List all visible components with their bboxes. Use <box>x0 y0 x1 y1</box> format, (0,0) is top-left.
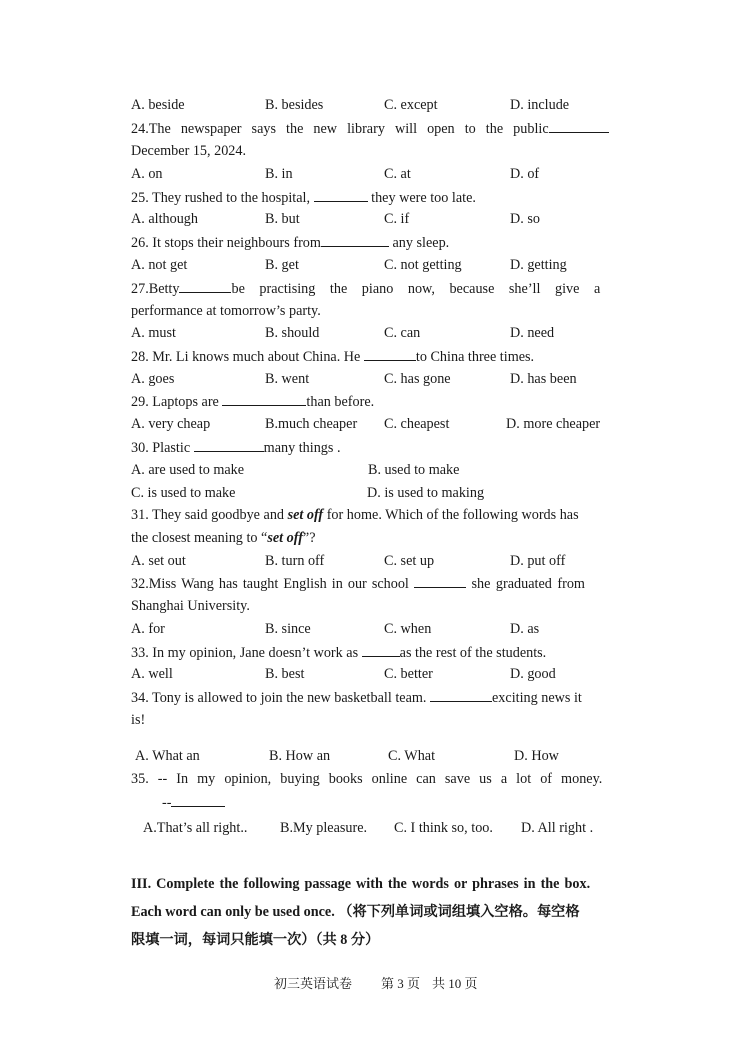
q35-option-b: B.My pleasure. <box>280 820 368 836</box>
q30-option-b: B. used to make <box>368 462 460 478</box>
footer-total-pages: 共 10 页 <box>432 976 478 991</box>
q25-option-c: C. if <box>384 211 410 227</box>
answer-blank <box>362 643 400 657</box>
q23-option-b: B. besides <box>265 97 324 113</box>
q25-question: 25. They rushed to the hospital, they were too late. <box>131 190 476 206</box>
q25-option-b: B. but <box>265 211 300 227</box>
q28-option-d: D. has been <box>510 371 577 387</box>
q27-option-d: D. need <box>510 325 555 341</box>
q29-question: 29. Laptops are than before. <box>131 394 375 410</box>
q32-option-a: A. for <box>131 621 165 637</box>
q32-question-cont: Shanghai University. <box>131 598 250 614</box>
q24-option-c: C. at <box>384 166 411 182</box>
q24-question-cont: December 15, 2024. <box>131 143 247 159</box>
q27-option-b: B. should <box>265 325 320 341</box>
q28-option-b: B. went <box>265 371 310 387</box>
q25-option-a: A. although <box>131 211 198 227</box>
answer-blank <box>364 347 416 361</box>
q35-question: 35. -- In my opinion, buying books online can save us a lot of money. <box>131 771 603 787</box>
q33-question: 33. In my opinion, Jane doesn’t work as as the rest of the students. <box>131 645 547 661</box>
footer-page-number: 第 3 页 <box>381 976 421 991</box>
q25-option-d: D. so <box>510 211 540 227</box>
section3-instruction-line1: III. Complete the following passage with the words or phrases in the box. <box>131 876 591 892</box>
footer-exam-title: 初三英语试卷 <box>274 976 353 991</box>
q30-question: 30. Plastic many things . <box>131 440 341 456</box>
q27-question: 27.Betty be practising the piano now, because she’ll give a <box>131 281 601 297</box>
q34-option-b: B. How an <box>269 748 331 764</box>
q26-option-a: A. not get <box>131 257 188 273</box>
answer-blank <box>222 392 306 406</box>
q35-option-c: C. I think so, too. <box>394 820 493 836</box>
answer-blank <box>414 574 466 588</box>
q27-option-c: C. can <box>384 325 421 341</box>
section3-instruction-line3: 限填一词，每词只能填一次）（共 8 分） <box>131 932 380 948</box>
answer-blank <box>194 438 264 452</box>
q32-option-d: D. as <box>510 621 540 637</box>
q34-option-a: A. What an <box>135 748 200 764</box>
q28-option-c: C. has gone <box>384 371 451 387</box>
q29-option-b: B.much cheaper <box>265 416 358 432</box>
q26-question: 26. It stops their neighbours from any sleep. <box>131 235 450 251</box>
q24-option-b: B. in <box>265 166 293 182</box>
q28-question: 28. Mr. Li knows much about China. He to China three times. <box>131 349 535 365</box>
q33-option-d: D. good <box>510 666 556 682</box>
q32-option-c: C. when <box>384 621 432 637</box>
q24-option-a: A. on <box>131 166 163 182</box>
q24-option-d: D. of <box>510 166 540 182</box>
answer-blank <box>171 793 225 807</box>
q30-option-a: A. are used to make <box>131 462 245 478</box>
q32-option-b: B. since <box>265 621 311 637</box>
q30-option-d: D. is used to making <box>367 485 485 501</box>
q31-question-cont: the closest meaning to “set off”? <box>131 530 316 546</box>
q31-option-b: B. turn off <box>265 553 325 569</box>
q33-option-b: B. best <box>265 666 305 682</box>
q27-option-a: A. must <box>131 325 176 341</box>
q35-reply: -- <box>162 793 242 812</box>
answer-blank <box>179 279 231 293</box>
q24-question: 24.The newspaper says the new library will open to the public <box>131 119 621 138</box>
q32-question: 32.Miss Wang has taught English in our school she graduated from <box>131 576 585 592</box>
q35-option-a: A.That’s all right.. <box>143 820 248 836</box>
q26-option-c: C. not getting <box>384 257 462 273</box>
q31-question: 31. They said goodbye and set off for home. Which of the following words has <box>131 507 579 523</box>
q27-question-cont: performance at tomorrow’s party. <box>131 303 321 319</box>
q31-option-c: C. set up <box>384 553 435 569</box>
q30-option-c: C. is used to make <box>131 485 236 501</box>
answer-blank <box>314 188 368 202</box>
q23-option-c: C. except <box>384 97 438 113</box>
q28-option-a: A. goes <box>131 371 175 387</box>
section3-instruction-line2: Each word can only be used once. （将下列单词或词组填入空格。每空格 <box>131 904 580 920</box>
q31-option-d: D. put off <box>510 553 566 569</box>
q33-option-a: A. well <box>131 666 173 682</box>
q23-option-a: A. beside <box>131 97 185 113</box>
q35-option-d: D. All right . <box>521 820 594 836</box>
answer-blank <box>321 233 389 247</box>
q26-option-b: B. get <box>265 257 299 273</box>
answer-blank <box>430 688 492 702</box>
q34-option-d: D. How <box>514 748 559 764</box>
q31-option-a: A. set out <box>131 553 186 569</box>
q29-option-c: C. cheapest <box>384 416 450 432</box>
q34-option-c: C. What <box>388 748 436 764</box>
answer-blank <box>549 119 609 133</box>
q29-option-a: A. very cheap <box>131 416 211 432</box>
q29-option-d: D. more cheaper <box>506 416 601 432</box>
q26-option-d: D. getting <box>510 257 567 273</box>
q34-question-cont: is! <box>131 712 146 728</box>
q34-question: 34. Tony is allowed to join the new basketball team. exciting news it <box>131 690 582 706</box>
q33-option-c: C. better <box>384 666 433 682</box>
q23-option-d: D. include <box>510 97 570 113</box>
